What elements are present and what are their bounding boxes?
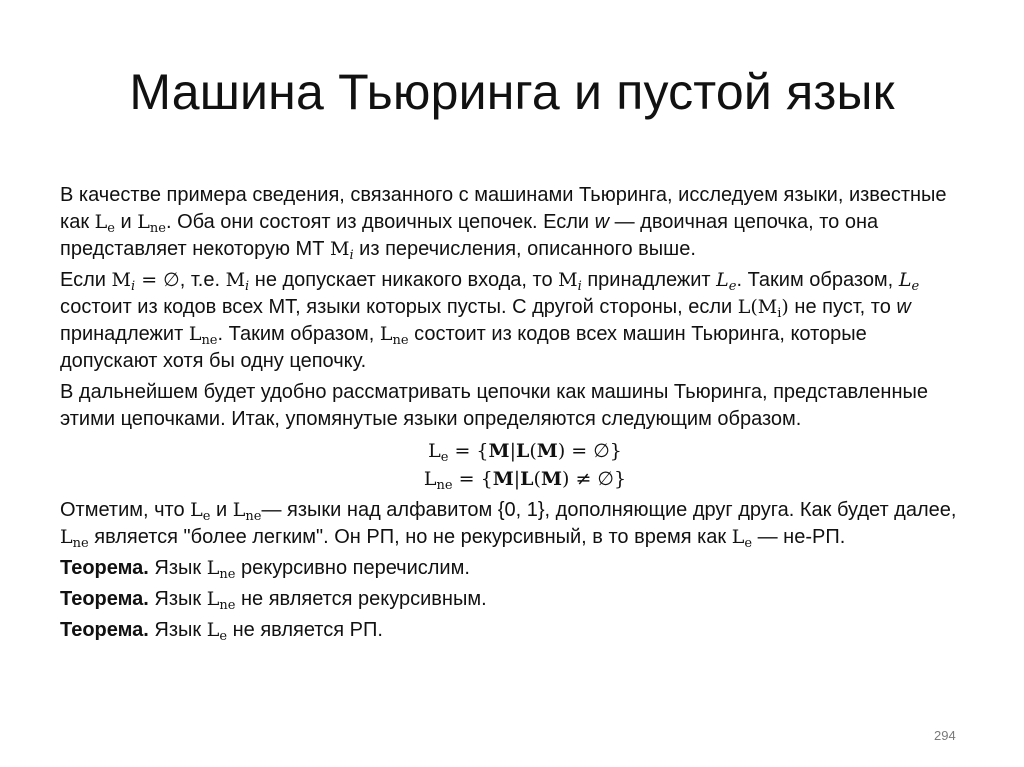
math-Lne: $L_{ne}$ <box>206 557 236 582</box>
theorem-label: Теорема. <box>60 588 149 610</box>
paragraph-intro <box>60 182 960 263</box>
slide-body <box>60 182 960 648</box>
page-number: 294 <box>934 728 956 743</box>
math-Mi: $M_i$ <box>558 269 582 294</box>
text: и <box>114 211 138 233</box>
text: принадлежит <box>581 269 717 291</box>
text: В качестве примера сведения, связанного с машинами Тьюринга, исследуем языки, известные как <box>60 184 947 233</box>
math-Lne: $L_{ne}$ <box>137 211 166 236</box>
text: , т.е. <box>179 269 226 291</box>
math-Le: $L_e$ <box>94 211 115 236</box>
text: состоит из кодов всех МТ, языки которых пусты. С другой стороны, если <box>60 296 738 318</box>
text: Отметим, что <box>60 499 191 521</box>
math-Mi-empty: $M_i$ = ∅ <box>111 269 180 294</box>
formula-Lne: $L_{ne} = \{M|L(M)$ ≠ ∅} <box>423 468 627 493</box>
text: и <box>210 499 233 521</box>
math-Lne: $L_{ne}$ <box>232 499 262 524</box>
text: — двоичная цепочка, то она представляет некоторую МТ <box>60 211 879 260</box>
text: принадлежит <box>60 323 189 345</box>
text: — языки над алфавитом {0, 1}, дополняющие друг друга. Как будет далее, <box>261 499 957 521</box>
var-w: w <box>594 211 610 233</box>
text: . Оба они состоят из двоичных цепочек. Если <box>165 211 595 233</box>
text: . Таким образом, <box>736 269 899 291</box>
var-w: w <box>896 296 911 318</box>
text: Если <box>60 269 112 291</box>
theorem-label: Теорема. <box>60 557 149 579</box>
theorem-label: Теорема. <box>60 619 149 641</box>
math-Lne: $L_{ne}$ <box>188 323 218 348</box>
math-L-Mi: $L(M_i)$ <box>737 296 789 321</box>
math-Le: $L_e$ <box>190 499 211 524</box>
formula-Le: $L_e = \{M|L(M)$ = ∅} <box>428 440 622 465</box>
text: . Таким образом, <box>217 323 380 345</box>
paragraph-transition: В дальнейшем будет удобно рассматривать цепочки как машины Тьюринга, представленные этими цепочками. Итак, упомянутые языки определяются следующим образом. <box>60 381 929 430</box>
theorem-3: Теорема. Язык $L_e$ не является РП. <box>60 619 383 644</box>
math-Le: $L_e$ <box>206 619 228 644</box>
paragraph-definition <box>60 267 960 375</box>
math-Lne: $L_{ne}$ <box>60 526 89 551</box>
math-Le: $L_e$ <box>731 526 753 551</box>
math-Mi: $M_i$ <box>329 238 354 263</box>
slide-title: Машина Тьюринга и пустой язык <box>129 64 895 120</box>
math-Lne: $L_{ne}$ <box>206 588 236 613</box>
text: не пуст, то <box>788 296 897 318</box>
text: является "более легким". Он РП, но не рекурсивный, в то время как <box>88 526 732 548</box>
math-Le-italic: $L_e$ <box>716 269 737 294</box>
math-Lne: $L_{ne}$ <box>379 323 409 348</box>
text: состоит из кодов всех машин Тьюринга, которые допускают хотя бы одну цепочку. <box>60 323 867 372</box>
theorem-2: Теорема. Язык $L_{ne}$ не является рекурсивным. <box>60 588 487 613</box>
math-Le-italic: $L_e$ <box>898 269 920 294</box>
paragraph-complement <box>60 497 960 551</box>
text: — не-РП. <box>752 526 846 548</box>
theorem-1: Теорема. Язык $L_{ne}$ рекурсивно перечислим. <box>60 557 470 582</box>
text: из перечисления, описанного выше. <box>353 238 696 260</box>
text: не допускает никакого входа, то <box>249 269 559 291</box>
math-Mi: $M_i$ <box>225 269 250 294</box>
